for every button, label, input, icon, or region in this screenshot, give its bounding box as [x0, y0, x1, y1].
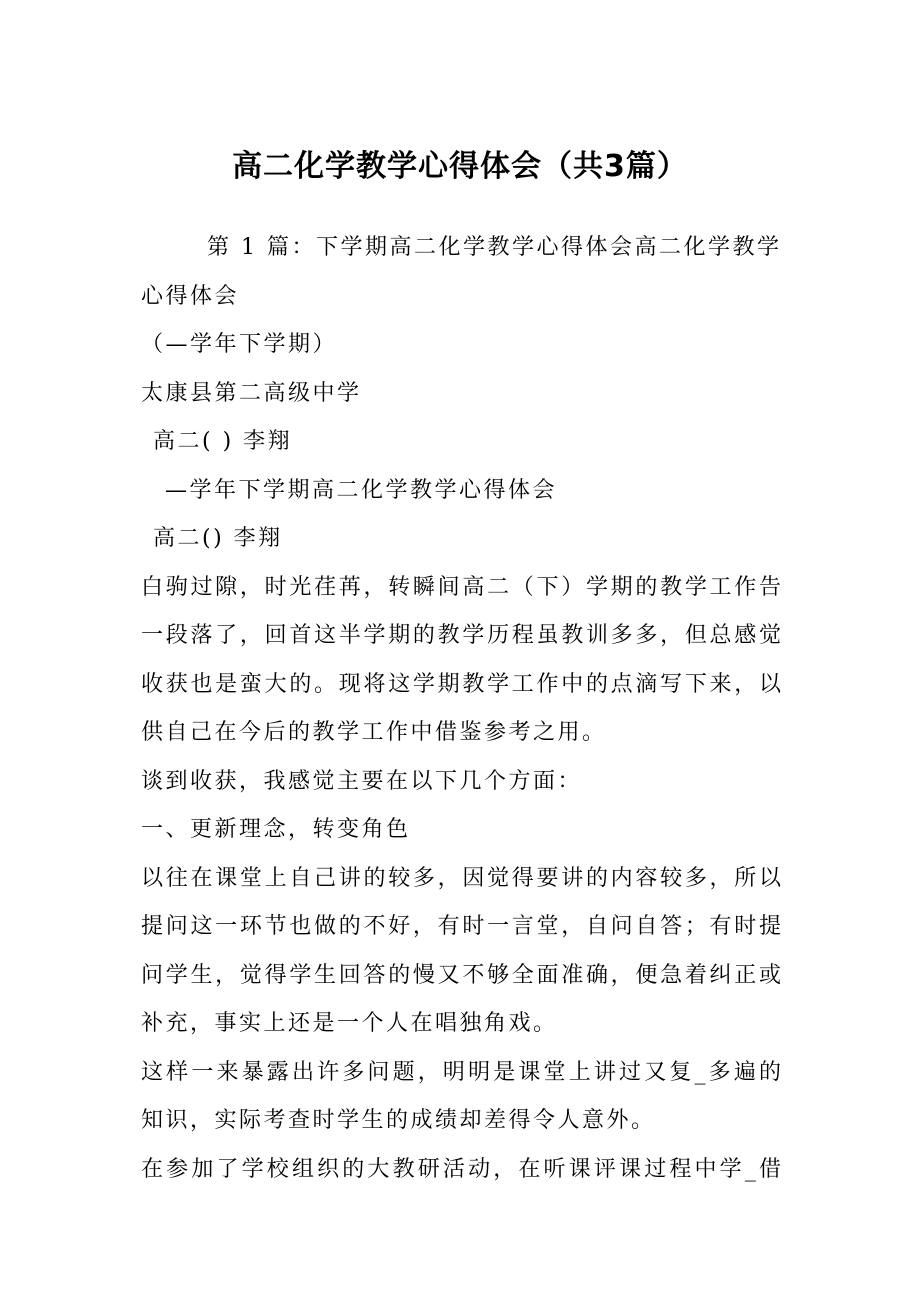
paragraph-line: 提问这一环节也做的不好，有时一言堂，自问自答；有时提	[141, 914, 781, 939]
paragraph-line: 知识，实际考查时学生的成绩却差得令人意外。	[141, 1108, 656, 1133]
paragraph-line: 一、更新理念，转变角色	[141, 817, 411, 842]
paragraph-line: 收获也是蛮大的。现将这学期教学工作中的点滴写下来，以	[141, 671, 781, 697]
paragraph-line: 太康县第二高级中学	[141, 380, 362, 406]
paragraph-line: 一段落了，回首这半学期的教学历程虽教训多多，但总感觉	[141, 623, 781, 648]
paragraph-line: （—学年下学期）	[141, 332, 338, 357]
paragraph-line: 谈到收获，我感觉主要在以下几个方面：	[141, 768, 583, 794]
document-title: 高二化学教学心得体会（共3篇）	[232, 149, 688, 184]
paragraph-line: 高二( ) 李翔	[153, 429, 293, 454]
paragraph-line: 在参加了学校组织的大教研活动，在听课评课过程中学_借	[141, 1156, 781, 1182]
paragraph-line: 补充，事实上还是一个人在唱独角戏。	[141, 1011, 558, 1036]
paragraph-line: 第 1 篇：下学期高二化学教学心得体会高二化学教学	[207, 235, 781, 260]
paragraph-line: 供自己在今后的教学工作中借鉴参考之用。	[141, 720, 607, 745]
paragraph-line: 这样一来暴露出许多问题，明明是课堂上讲过又复_多遍的	[141, 1059, 781, 1085]
paragraph-line: 高二() 李翔	[153, 526, 283, 551]
document-body	[141, 224, 781, 1194]
paragraph-line: 以往在课堂上自己讲的较多，因觉得要讲的内容较多，所以	[141, 865, 781, 891]
paragraph-line: —学年下学期高二化学教学心得体会	[165, 477, 558, 503]
paragraph-line: 心得体会	[141, 283, 240, 309]
paragraph-line: 问学生，觉得学生回答的慢又不够全面准确，便急着纠正或	[141, 962, 781, 988]
paragraph-line: 白驹过隙，时光荏苒，转瞬间高二（下）学期的教学工作告	[141, 574, 781, 600]
